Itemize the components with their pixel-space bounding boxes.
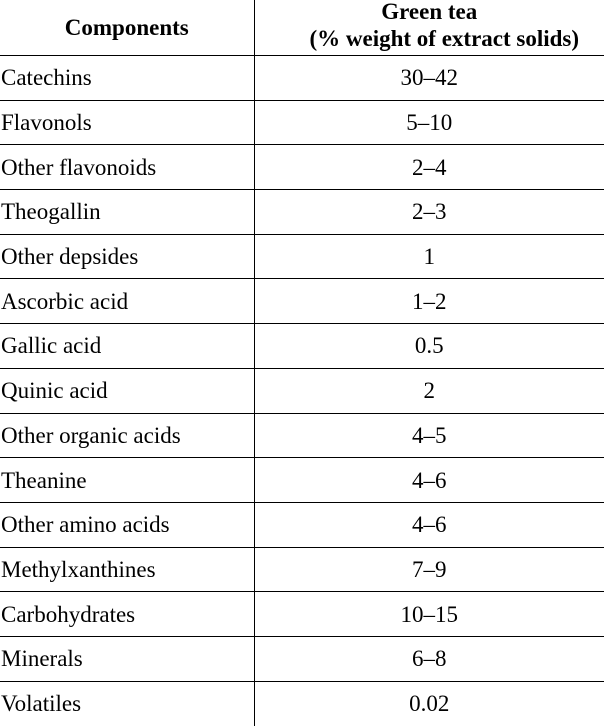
- component-name: Methylxanthines: [0, 547, 254, 592]
- table-header: [0, 0, 604, 56]
- component-name: Volatiles: [0, 681, 254, 726]
- table-row: [0, 324, 604, 369]
- component-name: Other amino acids: [0, 502, 254, 547]
- component-name: Quinic acid: [0, 368, 254, 413]
- component-value: 4–6: [254, 502, 604, 547]
- component-name: Gallic acid: [0, 324, 254, 369]
- table-row: [0, 458, 604, 503]
- component-value: 2: [254, 368, 604, 413]
- component-value: 5–10: [254, 100, 604, 145]
- component-value: 1–2: [254, 279, 604, 324]
- component-value: 0.02: [254, 681, 604, 726]
- component-value: 0.5: [254, 324, 604, 369]
- table-row: [0, 592, 604, 637]
- component-value: 30–42: [254, 56, 604, 101]
- header-green-tea: [254, 0, 604, 56]
- header-components: Components: [0, 0, 254, 56]
- component-name: Minerals: [0, 636, 254, 681]
- table-row: [0, 413, 604, 458]
- table-row: [0, 368, 604, 413]
- table-row: [0, 502, 604, 547]
- table-row: [0, 234, 604, 279]
- header-green-tea-title: Green tea: [255, 0, 604, 26]
- component-name: Theogallin: [0, 190, 254, 235]
- component-name: Theanine: [0, 458, 254, 503]
- table-row: [0, 547, 604, 592]
- table-row: [0, 145, 604, 190]
- component-name: Carbohydrates: [0, 592, 254, 637]
- header-row: [0, 0, 604, 56]
- component-value: 4–5: [254, 413, 604, 458]
- header-green-tea-unit: (% weight of extract solids): [255, 26, 604, 52]
- table-row: [0, 190, 604, 235]
- component-value: 2–4: [254, 145, 604, 190]
- component-value: 6–8: [254, 636, 604, 681]
- component-name: Other depsides: [0, 234, 254, 279]
- component-value: 1: [254, 234, 604, 279]
- component-name: Ascorbic acid: [0, 279, 254, 324]
- component-name: Other organic acids: [0, 413, 254, 458]
- component-name: Flavonols: [0, 100, 254, 145]
- table-row: [0, 100, 604, 145]
- component-value: 7–9: [254, 547, 604, 592]
- table-row: [0, 279, 604, 324]
- component-name: Catechins: [0, 56, 254, 101]
- component-value: 10–15: [254, 592, 604, 637]
- table-body: [0, 56, 604, 726]
- component-value: 2–3: [254, 190, 604, 235]
- component-name: Other flavonoids: [0, 145, 254, 190]
- table-row: [0, 636, 604, 681]
- table-row: [0, 56, 604, 101]
- component-value: 4–6: [254, 458, 604, 503]
